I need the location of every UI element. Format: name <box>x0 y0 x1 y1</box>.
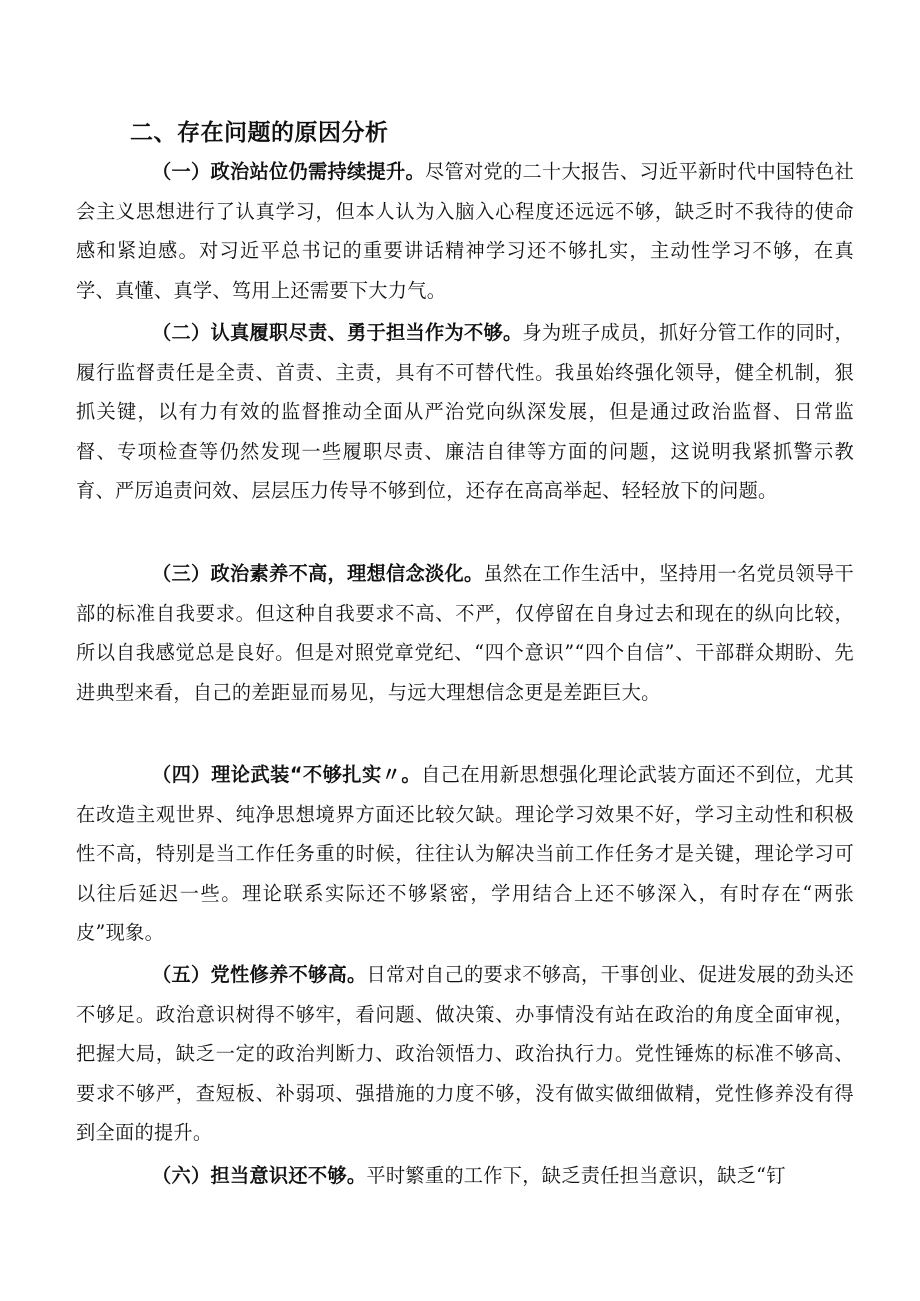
paragraph-5-body: 日常对自己的要求不够高，干事创业、促进发展的劲头还不够足。政治意识树得不够牢，看问题、做决策、办事情没有站在政治的角度全面审视，把握大局，缺乏一定的政治判断力、政治领悟力、政治执行力。党性锤炼的标准不够高、要求不够严，查短板、补弱项、强措施的力度不够，没有做实做细做精，党性修养没有得到全面的提升。 <box>76 963 854 1144</box>
paragraph-4 <box>76 755 854 953</box>
paragraph-2-lead: （二）认真履职尽责、勇于担当作为不够。 <box>152 321 523 344</box>
paragraph-4-lead: （四）理论武装“不够扎实〃。 <box>152 763 422 786</box>
paragraph-4-body: 自己在用新思想强化理论武装方面还不到位，尤其在改造主观世界、纯净思想境界方面还比较欠缺。理论学习效果不好，学习主动性和积极性不高，特别是当工作任务重的时候，往往认为解决当前工作任务才是关键，理论学习可以往后延迟一些。理论联系实际还不够紧密，学用结合上还不够深入，有时存在“两张皮”现象。 <box>76 763 854 944</box>
paragraph-3-body: 虽然在工作生活中，坚持用一名党员领导干部的标准自我要求。但这种自我要求不高、不严，仅停留在自身过去和现在的纵向比较，所以自我感觉总是良好。但是对照党章党纪、“四个意识”“四个自信”、干部群众期盼、先进典型来看，自己的差距显而易见，与远大理想信念更是差距巨大。 <box>76 562 854 704</box>
paragraph-3 <box>76 554 854 712</box>
paragraph-6-lead: （六）担当意识还不够。 <box>152 1164 367 1187</box>
paragraph-2-body: 身为班子成员，抓好分管工作的同时，履行监督责任是全责、首责、主责，具有不可替代性。我虽始终强化领导，健全机制，狠抓关键，以有力有效的监督推动全面从严治党向纵深发展，但是通过政治监督、日常监督、专项检查等仍然发现一些履职尽责、廉洁自律等方面的问题，这说明我紧抓警示教育、严厉追责问效、层层压力传导不够到位，还存在高高举起、轻轻放下的问题。 <box>76 321 854 502</box>
paragraph-3-lead: （三）政治素养不高，理想信念淡化。 <box>152 562 484 585</box>
paragraph-1-lead: （一）政治站位仍需持续提升。 <box>152 160 425 183</box>
paragraph-1 <box>76 152 854 310</box>
section-heading: 二、存在问题的原因分析 <box>130 120 389 146</box>
paragraph-6 <box>76 1156 854 1196</box>
paragraph-5-lead: （五）党性修养不够高。 <box>152 963 367 986</box>
paragraph-6-body: 平时繁重的工作下，缺乏责任担当意识，缺乏“钉 <box>366 1164 786 1187</box>
paragraph-5 <box>76 955 854 1153</box>
paragraph-1-body: 尽管对党的二十大报告、习近平新时代中国特色社会主义思想进行了认真学习，但本人认为入脑入心程度还远远不够，缺乏时不我待的使命感和紧迫感。对习近平总书记的重要讲话精神学习还不够扎实，主动性学习不够，在真学、真懂、真学、笃用上还需要下大力气。 <box>76 160 854 302</box>
paragraph-2 <box>76 313 854 511</box>
